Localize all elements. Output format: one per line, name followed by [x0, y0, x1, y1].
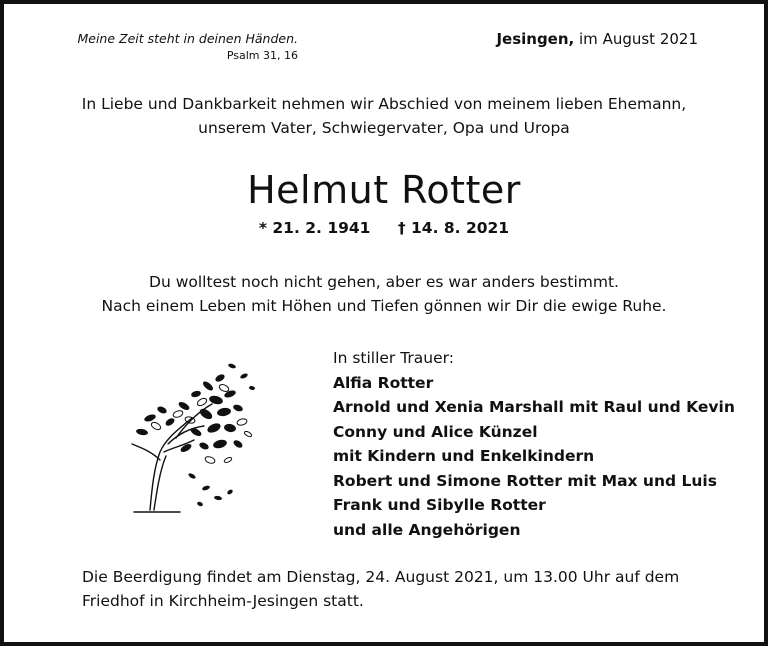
intro-line-2: unserem Vater, Schwiegervater, Opa und Uropa	[198, 119, 570, 138]
funeral-line-2: Friedhof in Kirchheim-Jesingen statt.	[82, 592, 364, 611]
mourner-line: Arnold und Xenia Marshall mit Raul und Kevin	[333, 398, 735, 416]
motto	[66, 30, 298, 63]
date: im August 2021	[579, 30, 698, 48]
intro-line-1: In Liebe und Dankbarkeit nehmen wir Abschied von meinem lieben Ehemann,	[81, 95, 687, 113]
mourner-line: und alle Angehörigen	[333, 520, 521, 539]
mourner-line: Alfia Rotter	[333, 373, 434, 392]
mourner-line: Frank und Sibylle Rotter	[333, 496, 546, 514]
deceased-name: Helmut Rotter	[247, 168, 521, 212]
funeral-info	[82, 565, 702, 613]
birth-date: * 21. 2. 1941	[258, 219, 371, 237]
mourner-line: Conny und Alice Künzel	[333, 422, 538, 441]
farewell-quote	[0, 270, 768, 318]
motto-reference: Psalm 31, 16	[226, 48, 298, 62]
quote-line-1: Du wolltest noch nicht gehen, aber es war anders bestimmt.	[149, 273, 619, 291]
place-date	[496, 30, 698, 48]
mourner-line: mit Kindern und Enkelkindern	[333, 447, 595, 465]
mourner-line: Robert und Simone Rotter mit Max und Luis	[333, 471, 717, 490]
funeral-line-1: Die Beerdigung findet am Dienstag, 24. August 2021, um 13.00 Uhr auf dem	[82, 568, 680, 586]
death-date: † 14. 8. 2021	[397, 219, 510, 237]
motto-text: Meine Zeit steht in deinen Händen.	[77, 31, 298, 46]
mourners-lead: In stiller Trauer:	[333, 349, 454, 367]
mourners-list	[333, 346, 735, 542]
tree-leaves-blowing-icon	[120, 348, 260, 518]
place: Jesingen,	[496, 30, 575, 48]
intro-text	[0, 92, 768, 140]
quote-line-2: Nach einem Leben mit Höhen und Tiefen gönnen wir Dir die ewige Ruhe.	[101, 297, 667, 316]
life-dates	[0, 219, 768, 237]
